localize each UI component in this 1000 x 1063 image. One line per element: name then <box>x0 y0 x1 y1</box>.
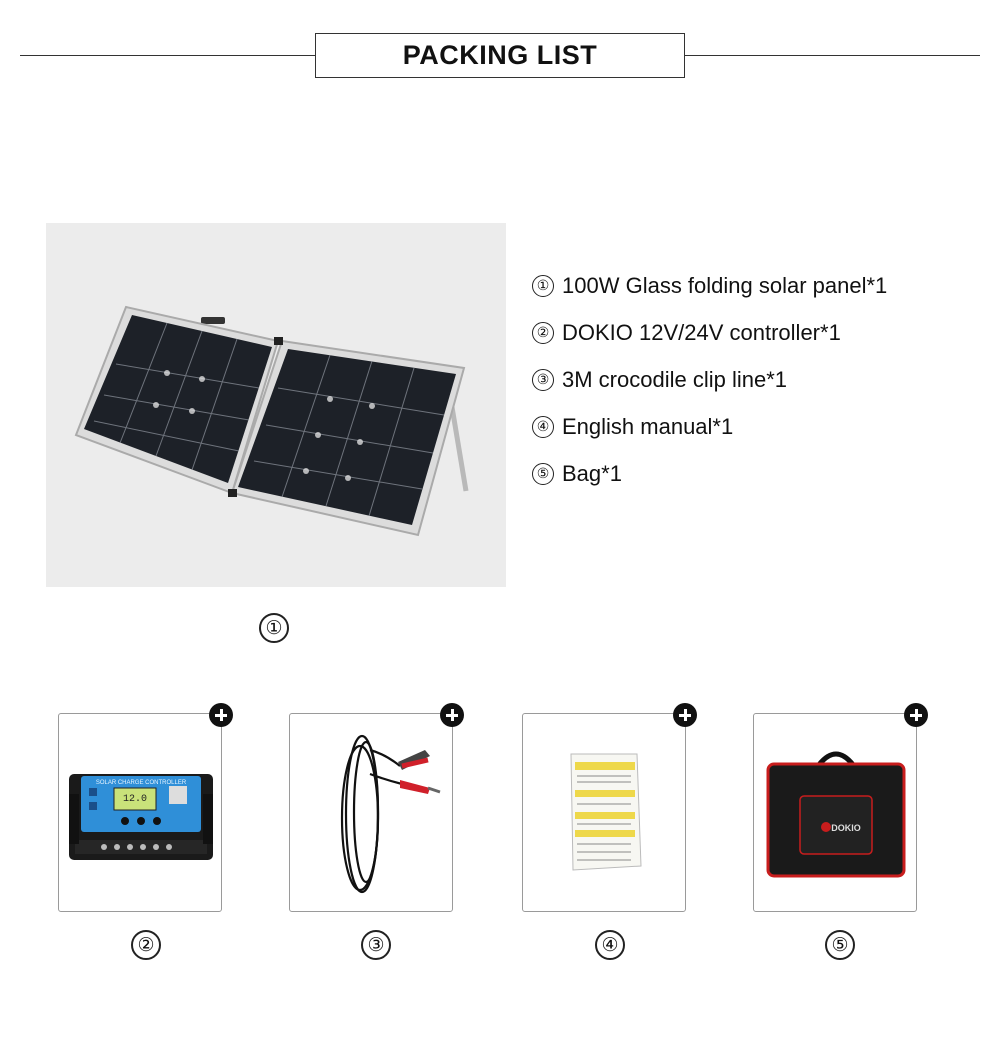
item-text: DOKIO 12V/24V controller*1 <box>562 319 841 345</box>
list-item <box>532 403 887 450</box>
header-rule-right <box>685 55 980 56</box>
controller-caption: SOLAR CHARGE CONTROLLER <box>95 780 187 786</box>
plus-icon <box>209 703 233 727</box>
item-number: ④ <box>532 416 554 438</box>
page-title: PACKING LIST <box>315 33 685 78</box>
plus-icon <box>440 703 464 727</box>
solar-panel-image <box>46 223 506 587</box>
carry-bag-icon <box>754 714 918 913</box>
controller-screen: 12.0 <box>122 794 148 805</box>
item-number: ⑤ <box>532 463 554 485</box>
hero-number: ① <box>259 613 289 643</box>
item-card-cable <box>289 713 453 912</box>
item-text: 100W Glass folding solar panel*1 <box>562 272 888 298</box>
item-number: ③ <box>532 369 554 391</box>
item-card-controller <box>58 713 222 912</box>
list-item <box>532 450 887 497</box>
item-text: 3M crocodile clip line*1 <box>562 366 787 392</box>
plus-icon <box>673 703 697 727</box>
item-card-manual <box>522 713 686 912</box>
manual-booklet-icon <box>523 714 687 913</box>
crocodile-clip-cable-icon <box>290 714 454 913</box>
card-number: ④ <box>595 930 625 960</box>
card-number: ② <box>131 930 161 960</box>
header-rule-left <box>20 55 315 56</box>
item-text: Bag*1 <box>562 460 622 486</box>
charge-controller-icon <box>59 714 223 913</box>
item-number: ② <box>532 322 554 344</box>
item-text: English manual*1 <box>562 413 734 439</box>
card-number: ⑤ <box>825 930 855 960</box>
card-number: ③ <box>361 930 391 960</box>
item-card-bag <box>753 713 917 912</box>
item-number: ① <box>532 275 554 297</box>
bag-brand: DOKIO <box>831 823 861 833</box>
plus-icon <box>904 703 928 727</box>
list-item <box>532 262 887 309</box>
list-item <box>532 356 887 403</box>
list-item <box>532 309 887 356</box>
packing-list <box>532 262 887 497</box>
